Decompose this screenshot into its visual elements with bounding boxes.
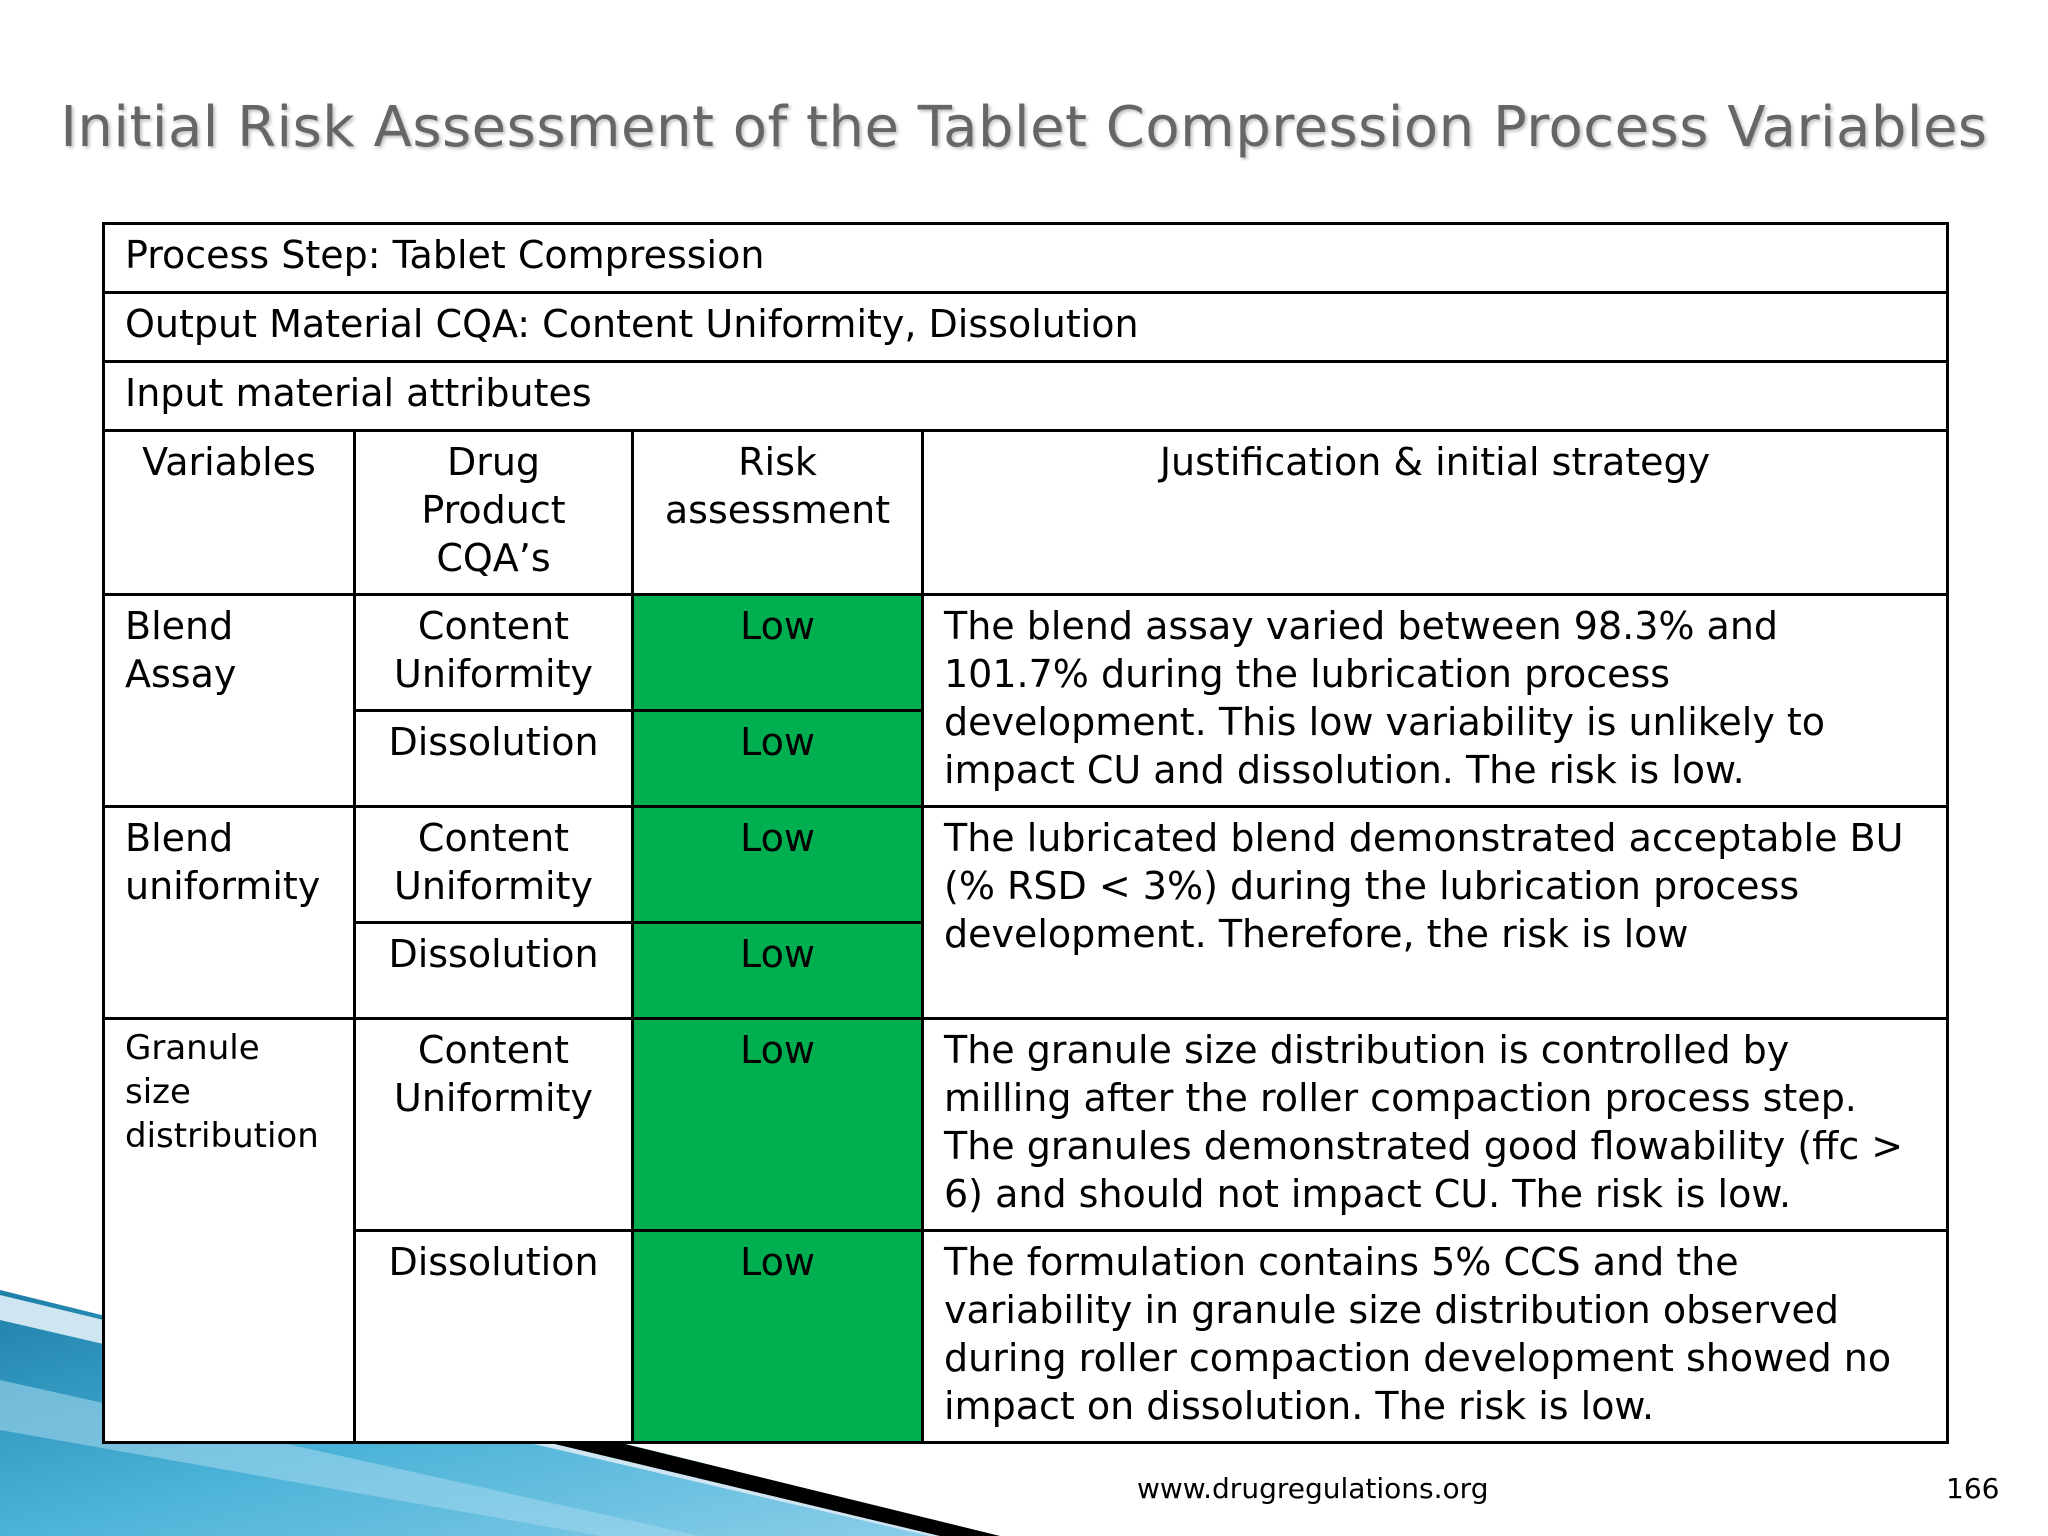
justification-cell: The lubricated blend demonstrated acceptable BU (% RSD < 3%) during the lubrication process development. Therefore, the risk is low: [923, 807, 1948, 1019]
justification-cell: The granule size distribution is controlled by milling after the roller compaction process step. The granules demonstrated good flowability (ffc > 6) and should not impact CU. The risk is low.: [923, 1019, 1948, 1231]
variable-blend-assay: Blend Assay: [104, 595, 355, 807]
table-row: [104, 807, 1948, 923]
variable-granule-size: Granule size distribution: [104, 1019, 355, 1443]
header-cqas: Drug Product CQA’s: [355, 431, 633, 595]
justification-cell: The blend assay varied between 98.3% and 101.7% during the lubrication process development. This low variability is unlikely to impact CU and dissolution. The risk is low.: [923, 595, 1948, 807]
slide-title: Initial Risk Assessment of the Tablet Compression Process Variables: [60, 95, 1988, 160]
cqa-cell: Dissolution: [355, 923, 633, 1019]
header-risk: Risk assessment: [633, 431, 923, 595]
input-attributes-cell: Input material attributes: [104, 362, 1948, 431]
cqa-cell: Dissolution: [355, 711, 633, 807]
justification-cell: The formulation contains 5% CCS and the variability in granule size distribution observed during roller compaction development showed no impact on dissolution. The risk is low.: [923, 1231, 1948, 1443]
risk-low-cell: Low: [633, 1231, 923, 1443]
footer-website: www.drugregulations.org: [1137, 1472, 1489, 1505]
table-row: [104, 595, 1948, 711]
risk-low-cell: Low: [633, 711, 923, 807]
table-row: [104, 1019, 1948, 1231]
cqa-cell: Content Uniformity: [355, 807, 633, 923]
table-row: [104, 1231, 1948, 1443]
risk-low-cell: Low: [633, 807, 923, 923]
page-number: 166: [1946, 1472, 2000, 1505]
risk-low-cell: Low: [633, 923, 923, 1019]
risk-assessment-table: [102, 222, 1949, 1444]
header-variables: Variables: [104, 431, 355, 595]
variable-blend-uniformity: Blend uniformity: [104, 807, 355, 1019]
risk-low-cell: Low: [633, 595, 923, 711]
cqa-cell: Content Uniformity: [355, 1019, 633, 1231]
cqa-cell: Dissolution: [355, 1231, 633, 1443]
cqa-cell: Content Uniformity: [355, 595, 633, 711]
process-step-cell: Process Step: Tablet Compression: [104, 224, 1948, 293]
output-cqa-cell: Output Material CQA: Content Uniformity, Dissolution: [104, 293, 1948, 362]
header-justification: Justification & initial strategy: [923, 431, 1948, 595]
risk-low-cell: Low: [633, 1019, 923, 1231]
